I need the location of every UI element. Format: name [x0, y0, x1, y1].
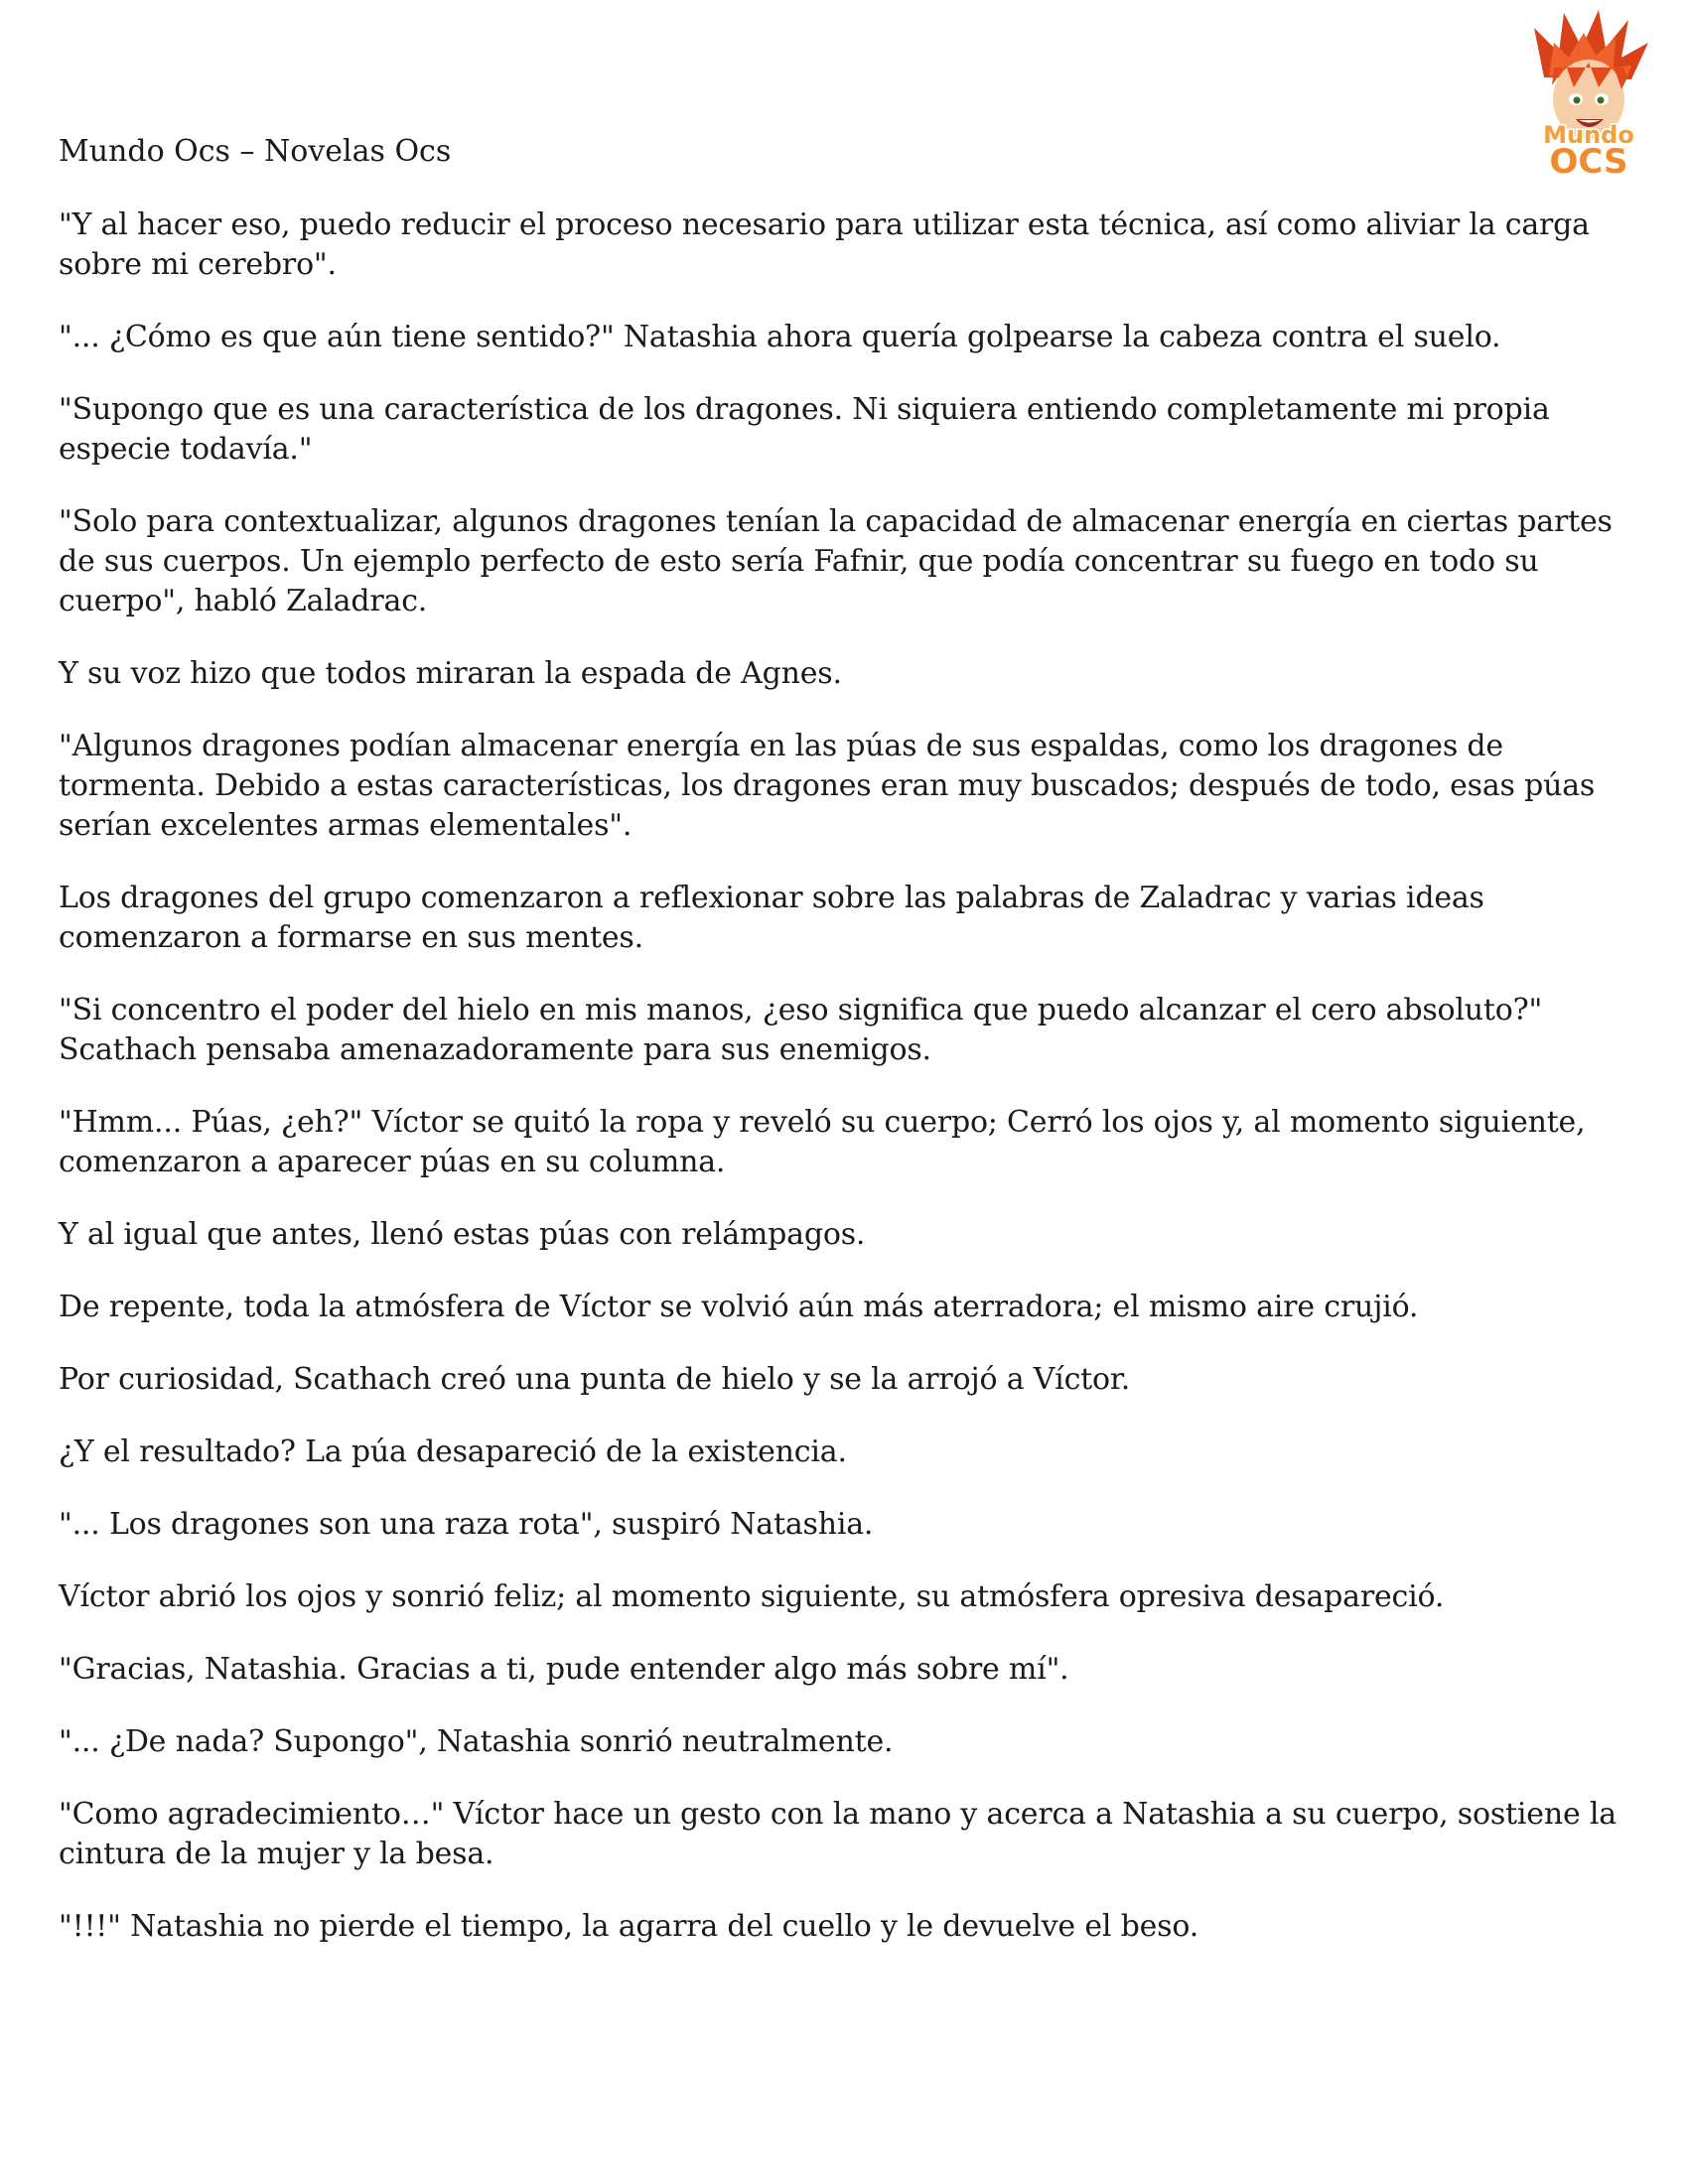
- paragraph: Víctor abrió los ojos y sonrió feliz; al momento siguiente, su atmósfera opresiva desapareció.: [59, 1579, 1445, 1614]
- paragraph: "... ¿De nada? Supongo", Natashia sonrió neutralmente.: [59, 1724, 894, 1759]
- mundo-ocs-logo: [1504, 8, 1673, 182]
- paragraph: Por curiosidad, Scathach creó una punta de hielo y se la arrojó a Víctor.: [59, 1362, 1131, 1397]
- paragraph: "Hmm... Púas, ¿eh?" Víctor se quitó la ropa y reveló su cuerpo; Cerró los ojos y, al momento siguiente, comenzaron a aparecer púas en su columna.: [59, 1105, 1586, 1179]
- svg-text:Mundo: Mundo: [1543, 121, 1634, 149]
- page-header-title: Mundo Ocs – Novelas Ocs: [59, 134, 452, 169]
- paragraph: "... Los dragones son una raza rota", suspiró Natashia.: [59, 1507, 874, 1542]
- paragraph: "... ¿Cómo es que aún tiene sentido?" Natashia ahora quería golpearse la cabeza contra el suelo.: [59, 320, 1501, 354]
- paragraph: "Gracias, Natashia. Gracias a ti, pude entender algo más sobre mí".: [59, 1652, 1069, 1687]
- paragraph: "!!!" Natashia no pierde el tiempo, la agarra del cuello y le devuelve el beso.: [59, 1909, 1199, 1944]
- paragraph: "Si concentro el poder del hielo en mis manos, ¿eso significa que puedo alcanzar el cero absoluto?" Scathach pensaba amenazadoramente para sus enemigos.: [59, 993, 1543, 1067]
- body-text: [59, 205, 1642, 1979]
- paragraph: Y su voz hizo que todos miraran la espada de Agnes.: [59, 656, 842, 691]
- svg-text:OCS: OCS: [1549, 142, 1628, 182]
- paragraph: "Y al hacer eso, puedo reducir el proceso necesario para utilizar esta técnica, así como aliviar la carga sobre mi cerebro".: [59, 207, 1590, 282]
- paragraph: De repente, toda la atmósfera de Víctor se volvió aún más aterradora; el mismo aire crujió.: [59, 1290, 1419, 1324]
- paragraph: ¿Y el resultado? La púa desapareció de la existencia.: [59, 1434, 847, 1469]
- paragraph: "Algunos dragones podían almacenar energía en las púas de sus espaldas, como los dragones de tormenta. Debido a estas características, los dragones eran muy buscados; después de todo, esas púas serían excelentes armas elementales".: [59, 729, 1596, 843]
- paragraph: "Como agradecimiento…" Víctor hace un gesto con la mano y acerca a Natashia a su cuerpo, sostiene la cintura de la mujer y la besa.: [59, 1797, 1617, 1871]
- paragraph: "Supongo que es una característica de los dragones. Ni siquiera entiendo completamente mi propia especie todavía.": [59, 392, 1550, 467]
- paragraph: Y al igual que antes, llenó estas púas con relámpagos.: [59, 1217, 866, 1252]
- paragraph: Los dragones del grupo comenzaron a reflexionar sobre las palabras de Zaladrac y varias ideas comenzaron a formarse en sus mentes.: [59, 881, 1484, 955]
- paragraph: "Solo para contextualizar, algunos dragones tenían la capacidad de almacenar energía en ciertas partes de sus cuerpos. Un ejemplo perfecto de esto sería Fafnir, que podía concentrar su fuego en todo su cuerpo", habló Zaladrac.: [59, 504, 1613, 618]
